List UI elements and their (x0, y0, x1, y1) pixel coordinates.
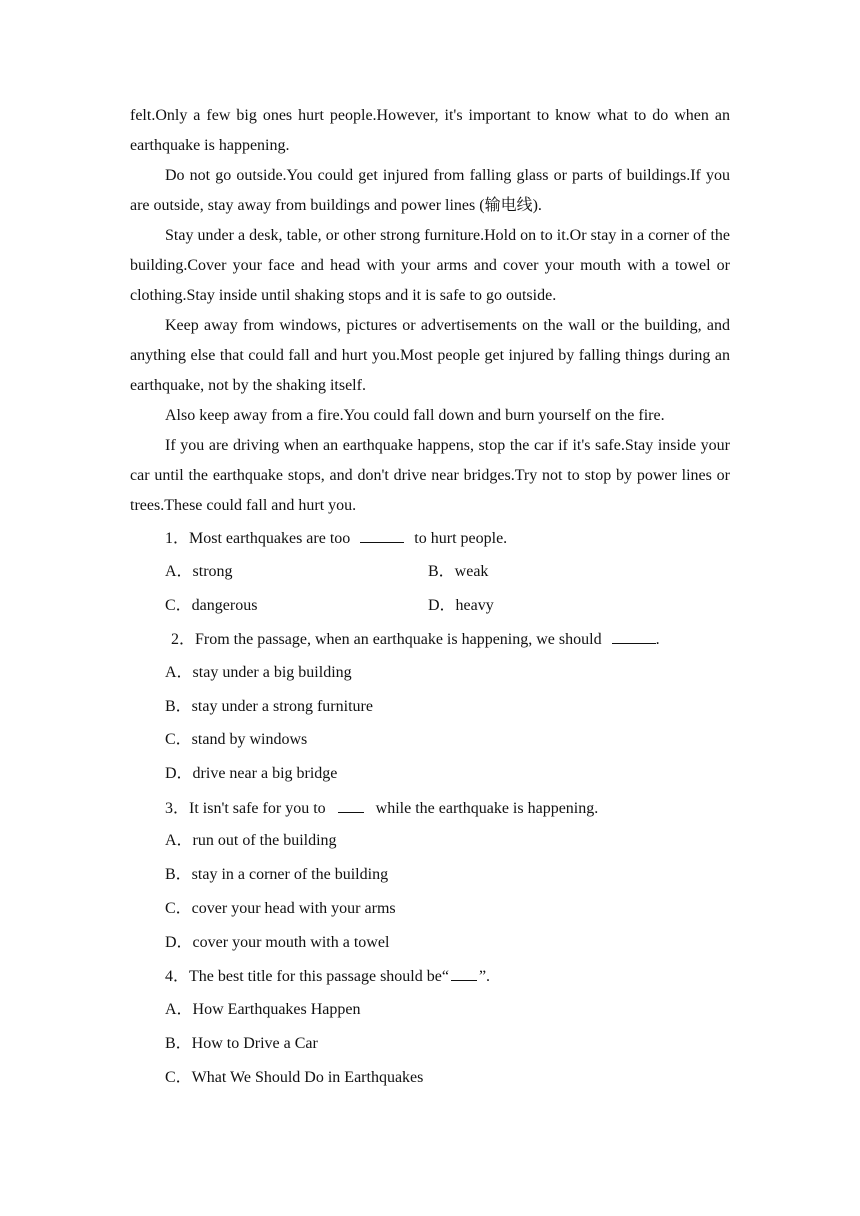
question-1-option-b: B．weak (428, 563, 489, 580)
question-2-option-d: D．drive near a big bridge (165, 765, 338, 782)
question-4-option-b: B．How to Drive a Car (165, 1035, 318, 1052)
question-4-option-c: C．What We Should Do in Earthquakes (165, 1069, 424, 1086)
question-1-option-c: C．dangerous (165, 597, 258, 614)
answer-blank (451, 966, 477, 981)
question-4-option-a: A．How Earthquakes Happen (165, 1001, 361, 1018)
question-4-stem-end: ”. (478, 968, 491, 985)
passage-paragraph-4: Keep away from windows, pictures or advertisements on the wall or the building, and anything else that could fall and hurt you.Most people get injured by falling things during an earthquake, not by the shaking itself. (130, 317, 730, 394)
answer-blank (360, 528, 404, 543)
passage-paragraph-2: Do not go outside.You could get injured from falling glass or parts of buildings.If you are outside, stay away from buildings and power lines (输电线). (130, 167, 730, 214)
passage-paragraph-3: Stay under a desk, table, or other strong furniture.Hold on to it.Or stay in a corner of the building.Cover your face and head with your arms and cover your mouth with a towel or clothing.Stay inside until shaking stops and it is safe to go outside. (130, 227, 730, 304)
question-3-option-d: D．cover your mouth with a towel (165, 934, 390, 951)
question-1-option-d: D．heavy (428, 597, 494, 614)
passage-paragraph-1: felt.Only a few big ones hurt people.However, it's important to know what to do when an earthquake is happening. (130, 107, 730, 154)
question-4 (165, 966, 490, 987)
question-3-option-c: C．cover your head with your arms (165, 900, 396, 917)
question-2 (171, 629, 660, 650)
passage-paragraph-5: Also keep away from a fire.You could fall down and burn yourself on the fire. (165, 407, 665, 424)
question-2-option-c: C．stand by windows (165, 731, 308, 748)
question-3 (165, 798, 598, 819)
question-3-stem: 3．It isn't safe for you to (165, 800, 326, 817)
reading-passage (130, 101, 730, 521)
question-3-option-a: A．run out of the building (165, 832, 337, 849)
question-4-stem: 4．The best title for this passage should be“ (165, 968, 449, 985)
answer-blank (338, 798, 364, 813)
passage-paragraph-6: If you are driving when an earthquake happens, stop the car if it's safe.Stay inside your car until the earthquake stops, and don't drive near bridges.Try not to stop by power lines or trees.These could fall and hurt you. (130, 437, 730, 514)
question-3-stem-end: while the earthquake is happening. (375, 800, 599, 817)
question-3-option-b: B．stay in a corner of the building (165, 866, 389, 883)
question-1-stem-end: to hurt people. (414, 530, 508, 547)
question-2-stem-end: . (655, 631, 660, 648)
answer-blank (612, 629, 656, 644)
question-2-stem: 2．From the passage, when an earthquake is happening, we should (171, 631, 602, 648)
question-2-option-b: B．stay under a strong furniture (165, 698, 373, 715)
question-1-option-a: A．strong (165, 563, 233, 580)
question-1-stem: 1．Most earthquakes are too (165, 530, 351, 547)
question-1 (165, 528, 507, 549)
question-2-option-a: A．stay under a big building (165, 664, 352, 681)
